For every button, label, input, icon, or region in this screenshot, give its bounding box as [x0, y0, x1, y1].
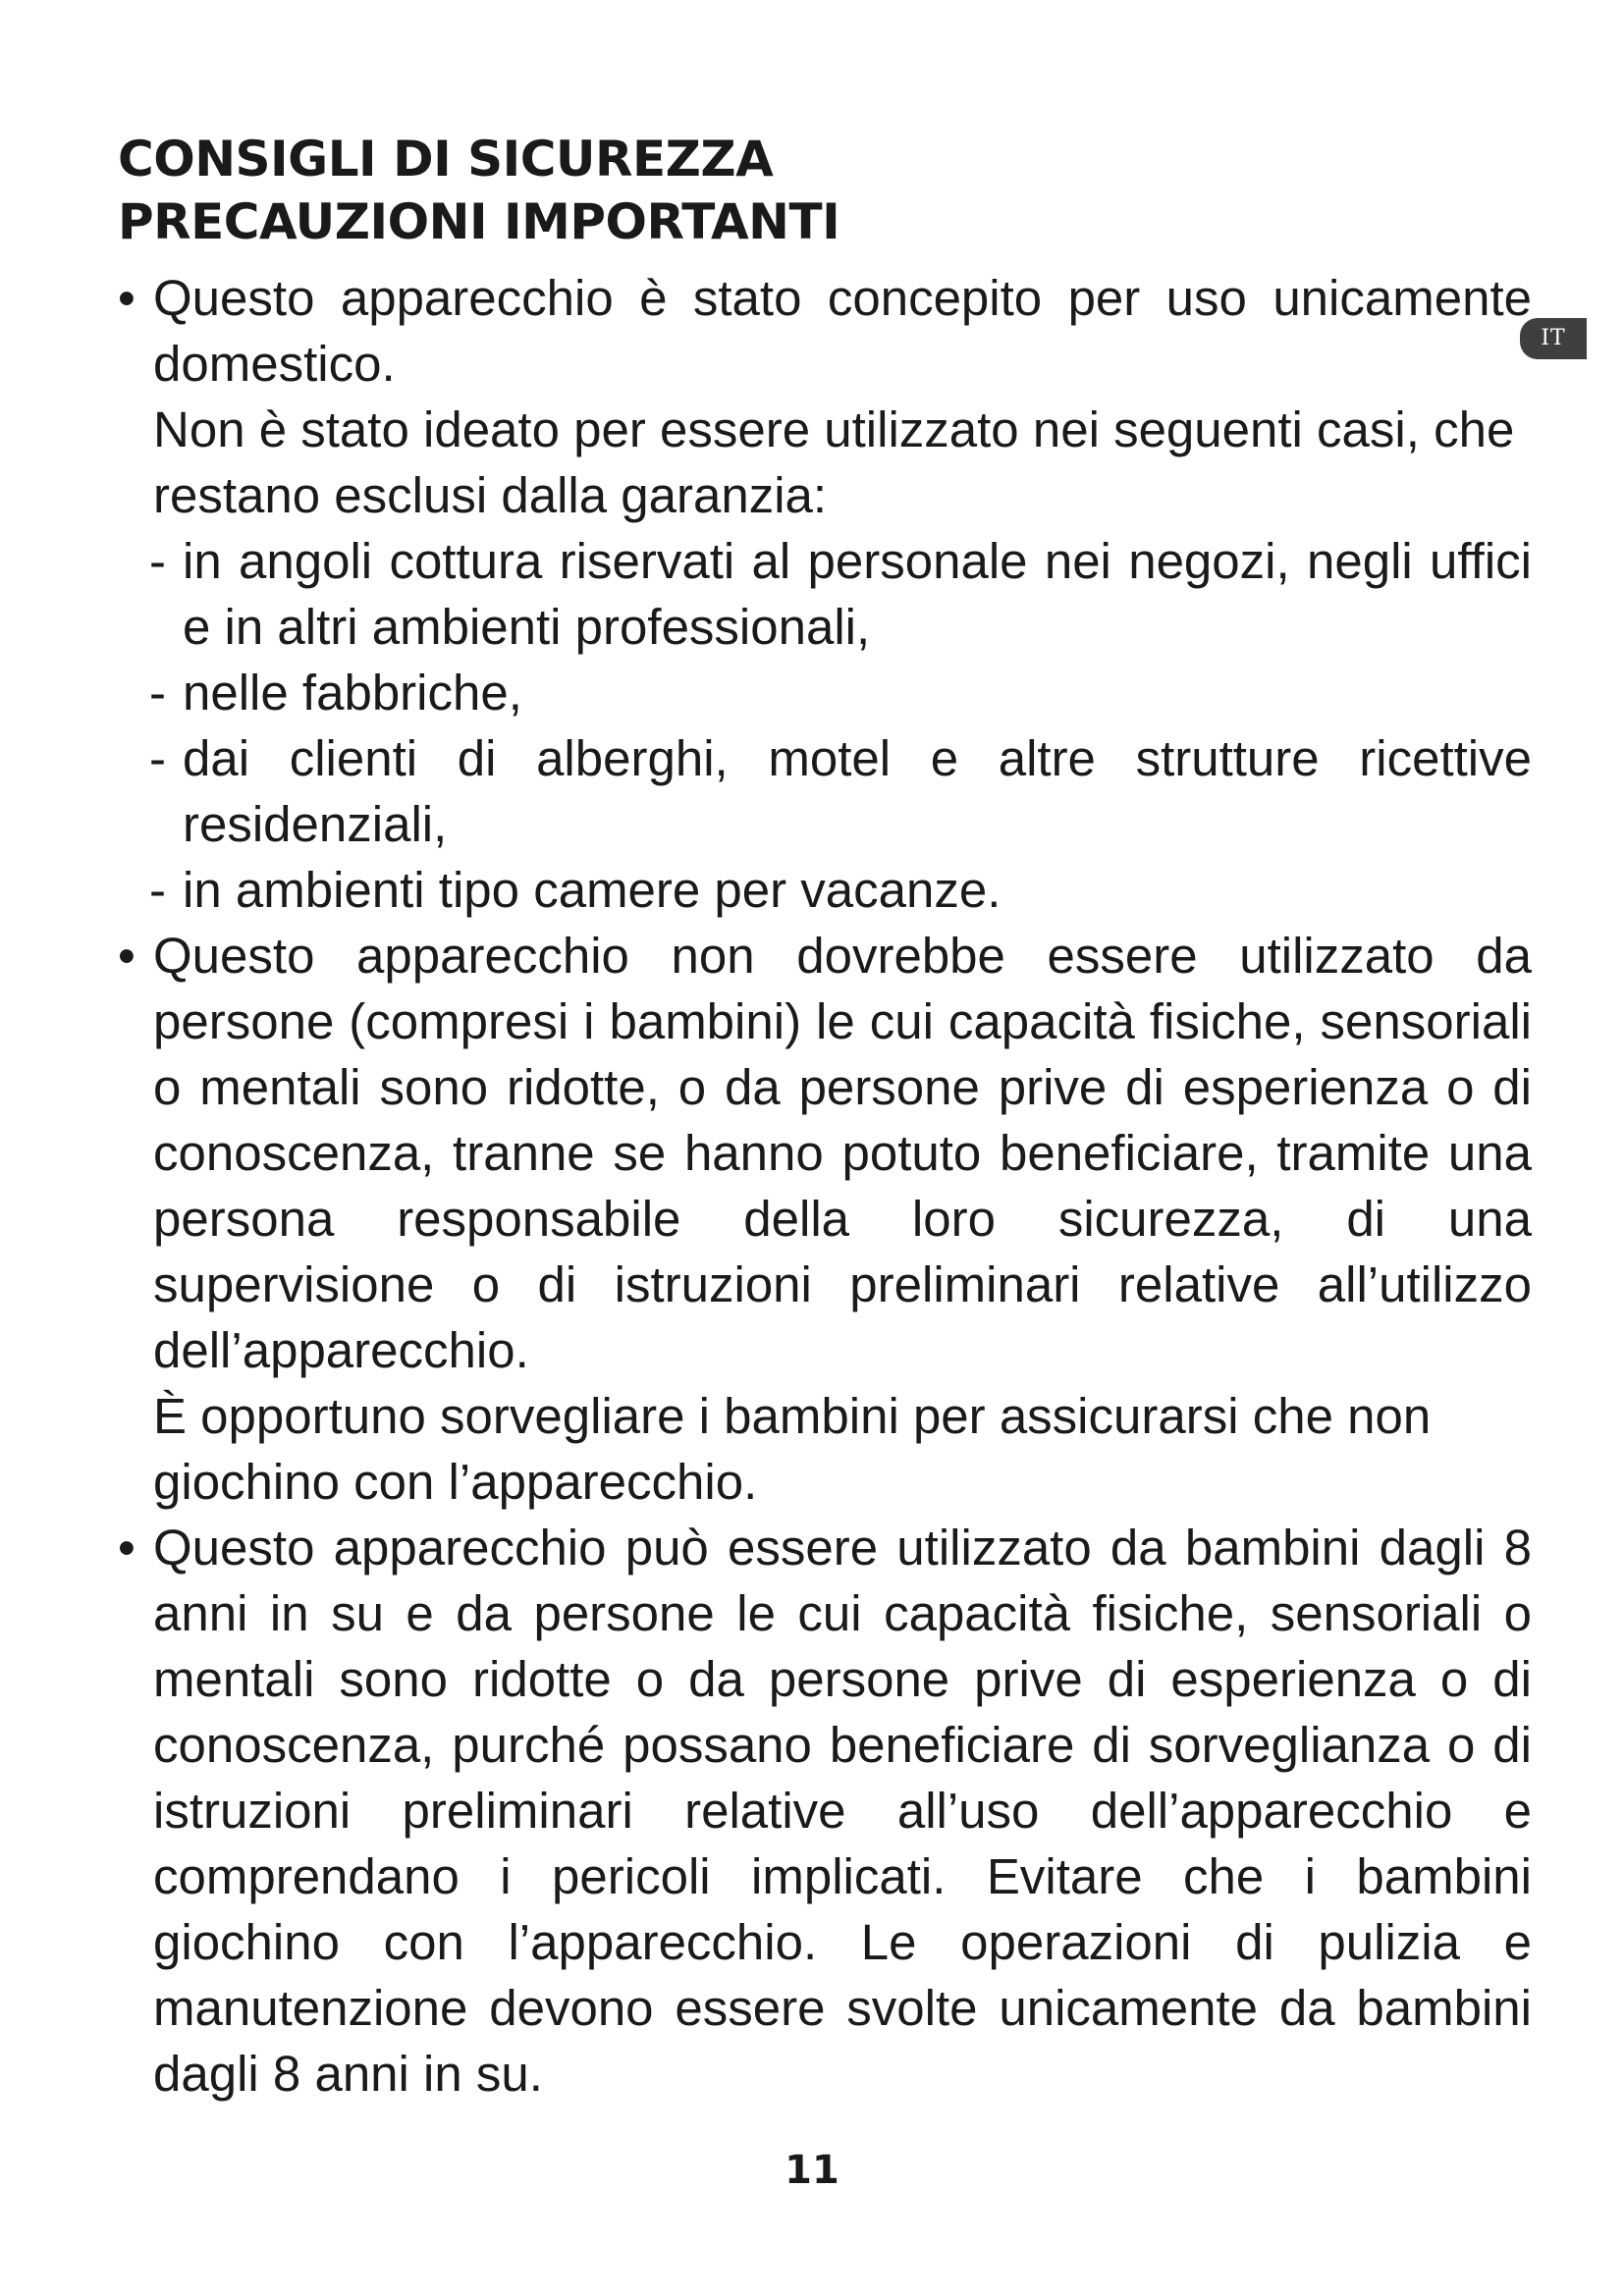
exclusion-text: in ambienti tipo camere per vacanze.	[183, 862, 1001, 918]
exclusion-text: nelle fabbriche,	[183, 665, 522, 721]
dash-marker: -	[149, 533, 166, 589]
exclusion-item	[118, 725, 1532, 857]
exclusion-text: in angoli cottura riservati al personale nei negozi, negli uffici e in altri ambienti professionali,	[183, 533, 1532, 655]
exclusion-item	[118, 660, 1532, 725]
section-heading	[118, 128, 839, 253]
bullet-item-domestic-use: • Questo apparecchio è stato concepito per uso unicamente domestico.	[118, 265, 1532, 397]
exclusion-text: dai clienti di alberghi, motel e altre strutture ricettive residenziali,	[183, 730, 1532, 852]
exclusion-item	[118, 528, 1532, 660]
bullet-item-reduced-capacity: • Questo apparecchio non dovrebbe essere utilizzato da persone (compresi i bambini) le cui capacità fisiche, sensoriali o mentali sono ridotte, o da persone prive di esperienza o di conoscenza, tranne se hanno potuto beneficiare, tramite una persona responsabile della loro sicurezza, di una supervisione o di istruzioni preliminari relative all’utilizzo dell’apparecchio.	[118, 923, 1532, 1383]
dash-marker: -	[149, 730, 166, 786]
language-tab: IT	[1520, 318, 1587, 359]
heading-line-2: PRECAUZIONI IMPORTANTI	[118, 193, 840, 250]
bullet-item-children-8-plus: • Questo apparecchio può essere utilizzato da bambini dagli 8 anni in su e da persone le cui capacità fisiche, sensoriali o mentali sono ridotte o da persone prive di esperienza o di conoscenza, purché possano beneficiare di sorveglianza o di istruzioni preliminari relative all’uso dell’apparecchio e comprendano i pericoli implicati. Evitare che i bambini giochino con l’apparecchio. Le operazioni di pulizia e manutenzione devono essere svolte unicamente da bambini dagli 8 anni in su.	[118, 1515, 1532, 2107]
safety-instructions	[118, 265, 1532, 2107]
dash-marker: -	[149, 665, 166, 721]
page-number: 11	[785, 2148, 839, 2193]
exclusions-paragraph: Non è stato ideato per essere utilizzato nei seguenti casi, che restano esclusi dalla garanzia:	[153, 401, 1515, 523]
dash-marker: -	[149, 862, 166, 918]
exclusion-item	[118, 857, 1532, 923]
heading-line-1: CONSIGLI DI SICUREZZA	[118, 131, 774, 187]
supervision-paragraph: È opportuno sorvegliare i bambini per assicurarsi che non giochino con l’apparecchio.	[153, 1388, 1432, 1510]
